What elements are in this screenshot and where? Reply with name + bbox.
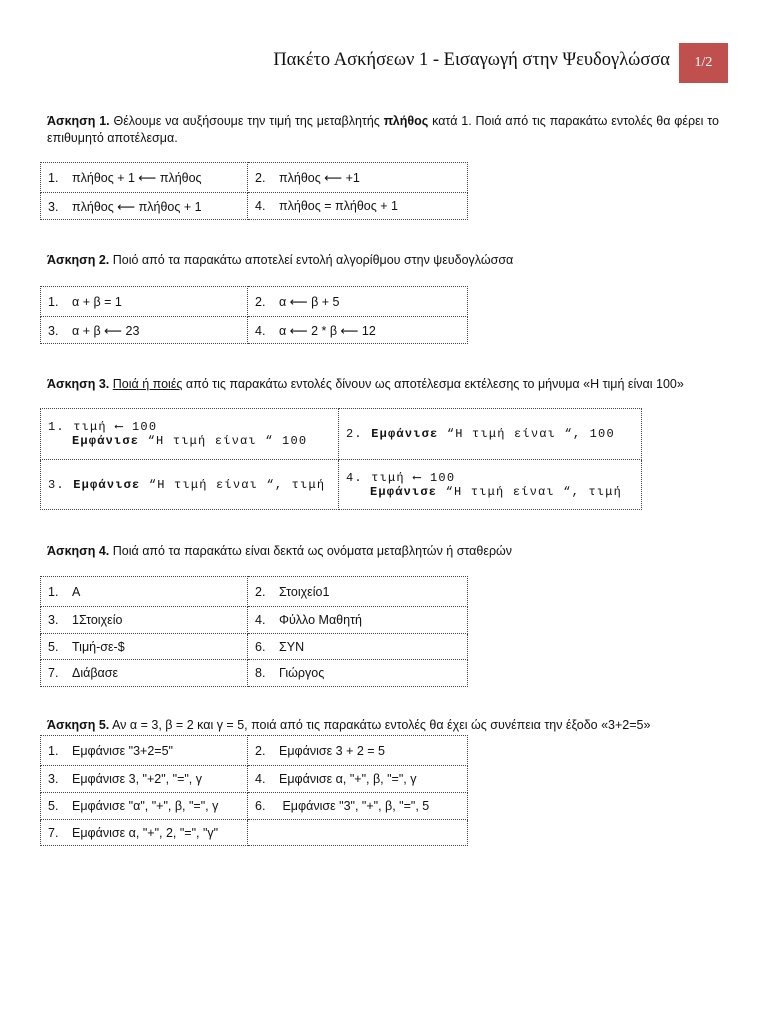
option-text: α + β = 1: [72, 294, 122, 309]
exercise-4-option[interactable]: [41, 607, 248, 634]
option-text: Φύλλο Μαθητή: [279, 613, 362, 627]
exercise-4-option[interactable]: [248, 607, 468, 634]
code-keyword: Εμφάνισε: [73, 477, 141, 492]
option-number: 3.: [48, 323, 59, 338]
exercise-1-option[interactable]: [41, 193, 248, 220]
exercise-1-option[interactable]: [248, 163, 468, 193]
option-text: πλήθος ⟵ πλήθος + 1: [72, 199, 202, 214]
option-text: Τιμή-σε-$: [72, 639, 125, 654]
option-number: 1.: [48, 743, 59, 758]
option-number: 3.: [48, 772, 59, 786]
option-number: 5.: [48, 639, 59, 654]
code-number: 2.: [346, 427, 372, 441]
option-text: Διάβασε: [72, 666, 119, 680]
page-number-badge: 1/2: [679, 43, 728, 83]
option-text: Α: [72, 584, 81, 599]
exercise-4-label: Άσκηση 4.: [47, 544, 110, 558]
code-line: 1. τιμή ⟵ 100: [48, 420, 158, 434]
option-text: πλήθος ⟵ +1: [279, 171, 360, 185]
exercise-5-option[interactable]: [248, 766, 468, 793]
exercise-3-prompt: [47, 376, 719, 393]
exercise-4-options-table: [40, 576, 468, 687]
exercise-1-label: Άσκηση 1.: [47, 114, 110, 128]
exercise-2-text: Ποιό από τα παρακάτω αποτελεί εντολή αλγορίθμου στην ψευδογλώσσα: [109, 253, 514, 267]
option-text: 1Στοιχείο: [72, 613, 123, 627]
exercise-5-prompt: [47, 717, 719, 734]
exercise-1-options-table: [40, 162, 468, 220]
code-text: “Η τιμή είναι “, τιμή: [140, 477, 326, 492]
exercise-5-label: Άσκηση 5.: [47, 718, 110, 732]
exercise-5-option[interactable]: [41, 820, 248, 846]
code-line: [48, 434, 338, 448]
exercise-3-options-table: [40, 408, 642, 510]
exercise-2-options-table: [40, 286, 468, 344]
code-text: “Η τιμή είναι “, 100: [438, 427, 615, 441]
option-number: 4.: [255, 772, 266, 786]
code-line: [346, 485, 641, 499]
option-number: 1.: [48, 171, 59, 185]
option-text: α ⟵ 2 * β ⟵ 12: [279, 323, 376, 338]
option-text: Εμφάνισε 3 + 2 = 5: [279, 743, 386, 758]
exercise-2-option[interactable]: [248, 287, 468, 317]
option-number: 4.: [255, 323, 266, 338]
exercise-5-option[interactable]: [248, 793, 468, 820]
option-number: 2.: [255, 171, 266, 185]
option-number: 1.: [48, 294, 59, 309]
option-number: 2.: [255, 743, 266, 758]
option-text: πλήθος + 1 ⟵ πλήθος: [72, 171, 202, 185]
option-number: 7.: [48, 666, 59, 680]
option-number: 8.: [255, 666, 266, 680]
option-number: 3.: [48, 199, 59, 214]
exercise-4-option[interactable]: [41, 577, 248, 607]
option-text: Εμφάνισε "α", "+", β, "=", γ: [72, 799, 219, 813]
exercise-1-option[interactable]: [41, 163, 248, 193]
exercise-1-text-before: Θέλουμε να αυξήσουμε την τιμή της μεταβλητής: [109, 114, 384, 128]
exercise-4-option[interactable]: [248, 660, 468, 687]
option-text: Στοιχείο1: [279, 584, 330, 599]
exercise-5-option[interactable]: [41, 736, 248, 766]
exercise-2-label: Άσκηση 2.: [47, 253, 110, 267]
option-number: 3.: [48, 613, 59, 627]
exercise-5-text: Αν α = 3, β = 2 και γ = 5, ποιά από τις παρακάτω εντολές θα έχει ώς συνέπεια την έξοδο «3+2=5»: [109, 718, 651, 732]
exercise-4-option[interactable]: [41, 660, 248, 687]
exercise-1-option[interactable]: [248, 193, 468, 220]
exercise-3-option-1[interactable]: [41, 409, 339, 460]
option-text: α + β ⟵ 23: [72, 323, 140, 338]
exercise-3-text: από τις παρακάτω εντολές δίνουν ως αποτέλεσμα εκτέλεσης το μήνυμα «Η τιμή είναι 100»: [182, 377, 684, 391]
exercise-4-option[interactable]: [41, 634, 248, 660]
exercise-5-empty-cell: [248, 820, 468, 846]
option-number: 5.: [48, 799, 59, 813]
option-text: Εμφάνισε 3, "+2", "=", γ: [72, 772, 202, 786]
code-keyword: Εμφάνισε: [72, 434, 140, 448]
option-number: 4.: [255, 613, 266, 627]
code-number: 3.: [48, 477, 74, 492]
exercise-1-text-after: κατά 1. Ποιά από τις παρακάτω εντολές θα φέρει το επιθυμητό αποτέλεσμα.: [47, 114, 719, 145]
exercise-2-option[interactable]: [41, 317, 248, 344]
exercise-1-prompt: [47, 113, 719, 146]
exercise-5-option[interactable]: [41, 793, 248, 820]
option-number: 2.: [255, 584, 266, 599]
option-text: ΣΥΝ: [279, 639, 305, 654]
option-number: 2.: [255, 295, 266, 309]
exercise-4-option[interactable]: [248, 634, 468, 660]
option-number: 4.: [255, 199, 266, 213]
code-line: 4. τιμή ⟵ 100: [346, 470, 456, 485]
exercise-2-option[interactable]: [41, 287, 248, 317]
option-text: α ⟵ β + 5: [279, 295, 340, 309]
code-text: “Η τιμή είναι “ 100: [139, 434, 308, 448]
option-number: 6.: [255, 639, 266, 654]
exercise-4-option[interactable]: [248, 577, 468, 607]
exercise-2-prompt: [47, 252, 719, 269]
document-title: Πακέτο Ασκήσεων 1 - Εισαγωγή στην Ψευδογλώσσα: [273, 50, 670, 70]
exercise-5-option[interactable]: [248, 736, 468, 766]
exercise-5-option[interactable]: [41, 766, 248, 793]
code-text: “Η τιμή είναι “, τιμή: [437, 484, 623, 499]
option-text: Εμφάνισε α, "+", 2, "=", "γ": [72, 825, 219, 840]
option-number: 7.: [48, 825, 59, 840]
option-text: Εμφάνισε "3+2=5": [72, 743, 173, 758]
exercise-1-variable: πλήθος: [383, 114, 429, 128]
option-text: πλήθος = πλήθος + 1: [279, 199, 398, 213]
exercise-4-prompt: [47, 543, 719, 560]
exercise-3-underlined: Ποιά ή ποιές: [112, 377, 183, 391]
code-keyword: Εμφάνισε: [371, 427, 439, 441]
exercise-4-text: Ποιά από τα παρακάτω είναι δεκτά ως ονόματα μεταβλητών ή σταθερών: [109, 544, 513, 558]
exercise-3-option-3[interactable]: [41, 460, 339, 510]
exercise-3-label: Άσκηση 3.: [47, 377, 110, 391]
exercise-3-option-4[interactable]: [339, 460, 642, 510]
exercise-5-options-table: [40, 735, 468, 846]
option-number: 6.: [255, 799, 266, 813]
option-text: Εμφάνισε "3", "+", β, "=", 5: [279, 799, 430, 813]
code-keyword: Εμφάνισε: [370, 484, 438, 499]
option-text: Γιώργος: [279, 666, 325, 680]
exercise-3-option-2[interactable]: [339, 409, 642, 460]
option-number: 1.: [48, 584, 59, 599]
exercise-2-option[interactable]: [248, 317, 468, 344]
option-text: Εμφάνισε α, "+", β, "=", γ: [279, 772, 417, 786]
